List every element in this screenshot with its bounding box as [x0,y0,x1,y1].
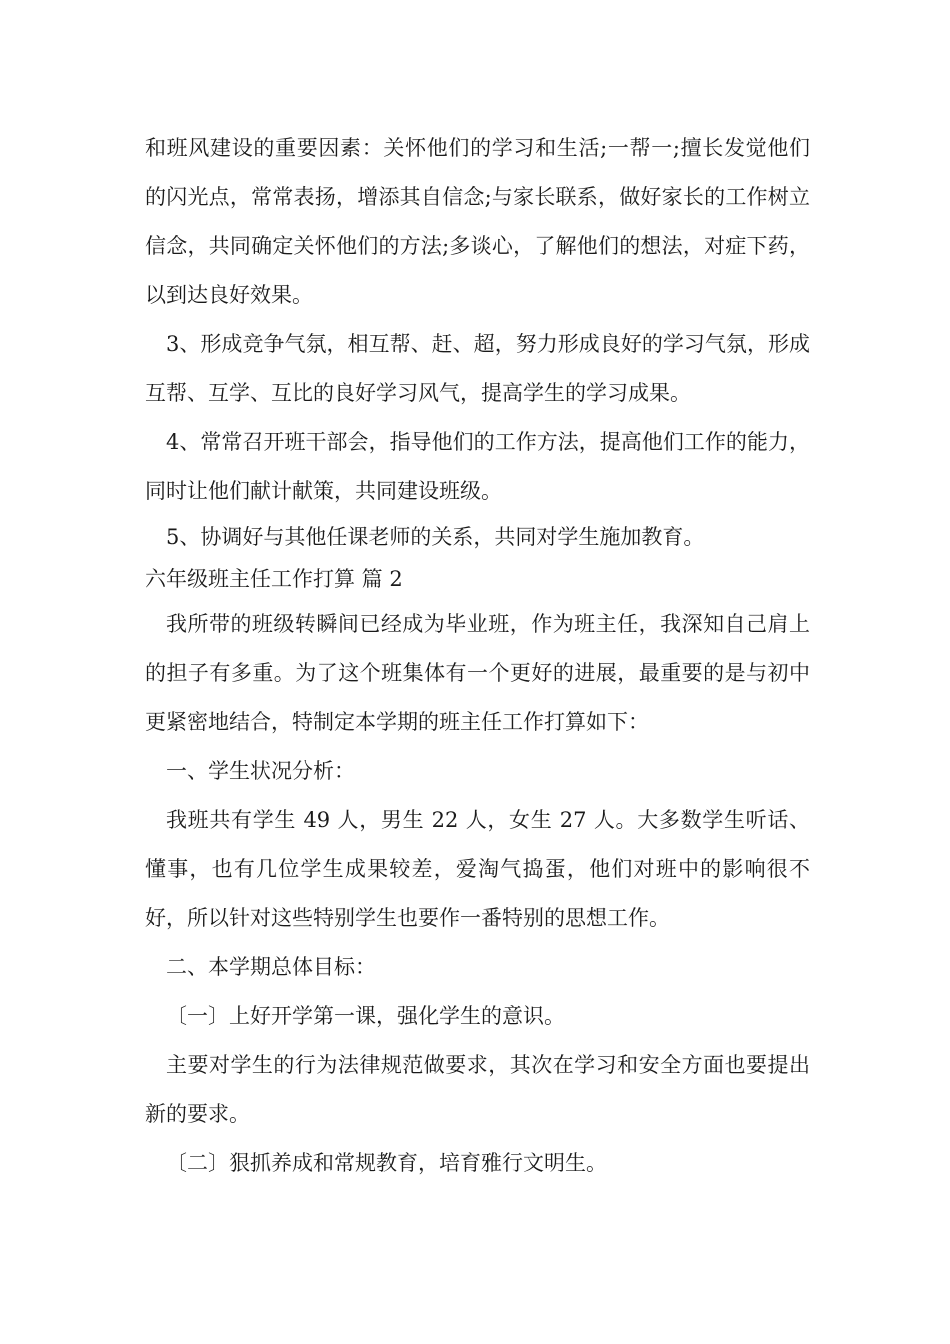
paragraph-care-measures: 和班风建设的重要因素：关怀他们的学习和生活;一帮一;擅长发觉他们的闪光点，常常表扬，增添其自信念;与家长联系，做好家长的工作树立信念，共同确定关怀他们的方法;多谈心，了解他们的想法，对症下药，以到达良好效果。 [145,136,810,307]
paragraph-intro: 我所带的班级转瞬间已经成为毕业班，作为班主任，我深知自己肩上的担子有多重。为了这个班集体有一个更好的进展，最重要的是与初中更紧密地结合，特制定本学期的班主任工作打算如下： [145,612,810,734]
paragraph-item-5: 5、协调好与其他任课老师的关系，共同对学生施加教育。 [166,525,705,549]
paragraph-item-3: 3、形成竞争气氛，相互帮、赶、超，努力形成良好的学习气氛，形成互帮、互学、互比的良好学习风气，提高学生的学习成果。 [145,332,810,405]
subheading-first-lesson: 〔一〕上好开学第一课，强化学生的意识。 [166,1004,565,1028]
paragraph-student-analysis: 我班共有学生 49 人，男生 22 人，女生 27 人。大多数学生听话、懂事，也有几位学生成果较差，爱淘气捣蛋，他们对班中的影响很不好，所以针对这些特别学生也要作一番特别的思想工作。 [145,808,810,930]
subheading-habit-education: 〔二〕狠抓养成和常规教育，培育雅行文明生。 [166,1151,607,1175]
paragraph-item-4: 4、常常召开班干部会，指导他们的工作方法，提高他们工作的能力，同时让他们献计献策，共同建设班级。 [145,430,810,503]
heading-student-analysis: 一、学生状况分析： [166,759,355,783]
paragraph-behavior-requirements: 主要对学生的行为法律规范做要求，其次在学习和安全方面也要提出新的要求。 [145,1053,810,1126]
section-title: 六年级班主任工作打算 篇 2 [145,567,403,591]
heading-overall-goal: 二、本学期总体目标： [166,955,376,979]
document-body [145,124,810,1188]
